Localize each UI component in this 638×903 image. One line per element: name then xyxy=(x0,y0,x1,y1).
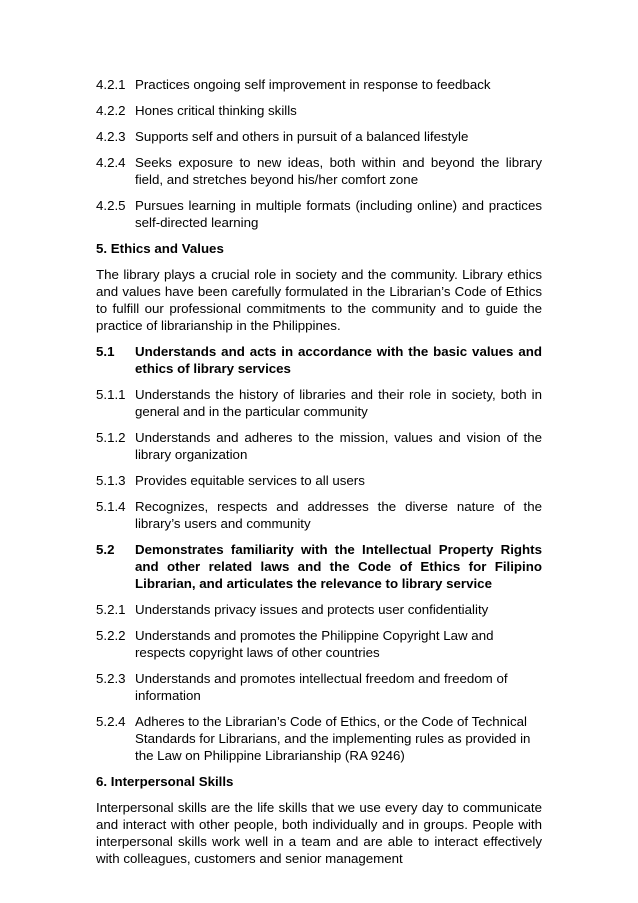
item-text: Understands privacy issues and protects user confidentiality xyxy=(135,602,489,617)
list-item-5-2-4 xyxy=(96,713,542,764)
item-number: 5.2.3 xyxy=(96,671,126,686)
list-item-5-1-3 xyxy=(96,472,542,489)
item-text: Understands the history of libraries and their role in society, both in general and in the particular community xyxy=(135,387,542,419)
section-paragraph-interpersonal: Interpersonal skills are the life skills that we use every day to communicate and interact with other people, both individually and in groups. People with interpersonal skills work well in a team and are able to interact effectively with colleagues, customers and senior management xyxy=(96,800,542,866)
item-number: 5.1.3 xyxy=(96,473,126,488)
item-number: 4.2.1 xyxy=(96,77,126,92)
item-number: 5.2.2 xyxy=(96,628,126,643)
list-item-4-2-5 xyxy=(96,197,542,231)
list-item-4-2-1 xyxy=(96,76,542,93)
item-text: Supports self and others in pursuit of a balanced lifestyle xyxy=(135,129,469,144)
item-number: 5.1 xyxy=(96,344,115,359)
item-number: 4.2.4 xyxy=(96,155,126,170)
item-text: Understands and promotes the Philippine Copyright Law and respects copyright laws of other countries xyxy=(135,628,494,660)
document-page xyxy=(96,76,542,876)
list-item-5-2-3 xyxy=(96,670,542,704)
list-item-4-2-3 xyxy=(96,128,542,145)
item-number: 5.1.1 xyxy=(96,387,126,402)
list-item-4-2-2 xyxy=(96,102,542,119)
item-text: Adheres to the Librarian’s Code of Ethics, or the Code of Technical Standards for Librarians, and the implementing rules as provided in the Law on Philippine Librarianship (RA 9246) xyxy=(135,714,531,763)
item-number: 5.2 xyxy=(96,542,115,557)
item-text: Recognizes, respects and addresses the diverse nature of the library’s users and community xyxy=(135,499,542,531)
list-item-5-2-2 xyxy=(96,627,542,661)
item-number: 5.2.1 xyxy=(96,602,126,617)
section-heading-ethics: 5. Ethics and Values xyxy=(96,241,224,256)
subsection-5-2 xyxy=(96,541,542,592)
item-number: 5.2.4 xyxy=(96,714,126,729)
item-text: Demonstrates familiarity with the Intellectual Property Rights and other related laws and the Code of Ethics for Filipino Librarian, and articulates the relevance to library service xyxy=(135,542,542,591)
item-number: 4.2.5 xyxy=(96,198,126,213)
item-number: 4.2.2 xyxy=(96,103,126,118)
item-text: Pursues learning in multiple formats (including online) and practices self-directed learning xyxy=(135,198,542,230)
item-number: 5.1.4 xyxy=(96,499,126,514)
item-text: Understands and acts in accordance with the basic values and ethics of library services xyxy=(135,344,542,376)
subsection-5-1 xyxy=(96,343,542,377)
item-text: Practices ongoing self improvement in response to feedback xyxy=(135,77,491,92)
list-item-5-1-4 xyxy=(96,498,542,532)
item-number: 4.2.3 xyxy=(96,129,126,144)
item-number: 5.1.2 xyxy=(96,430,126,445)
section-heading-interpersonal: 6. Interpersonal Skills xyxy=(96,774,234,789)
item-text: Provides equitable services to all users xyxy=(135,473,365,488)
list-item-5-2-1 xyxy=(96,601,542,618)
item-text: Seeks exposure to new ideas, both within and beyond the library field, and stretches beyond his/her comfort zone xyxy=(135,155,542,187)
list-item-5-1-2 xyxy=(96,429,542,463)
list-item-5-1-1 xyxy=(96,386,542,420)
item-text: Understands and promotes intellectual freedom and freedom of information xyxy=(135,671,508,703)
list-item-4-2-4 xyxy=(96,154,542,188)
section-paragraph-ethics: The library plays a crucial role in society and the community. Library ethics and values have been carefully formulated in the Librarian’s Code of Ethics to fulfill our professional commitments to the community and to guide the practice of librarianship in the Philippines. xyxy=(96,267,542,333)
item-text: Understands and adheres to the mission, values and vision of the library organization xyxy=(135,430,542,462)
item-text: Hones critical thinking skills xyxy=(135,103,297,118)
